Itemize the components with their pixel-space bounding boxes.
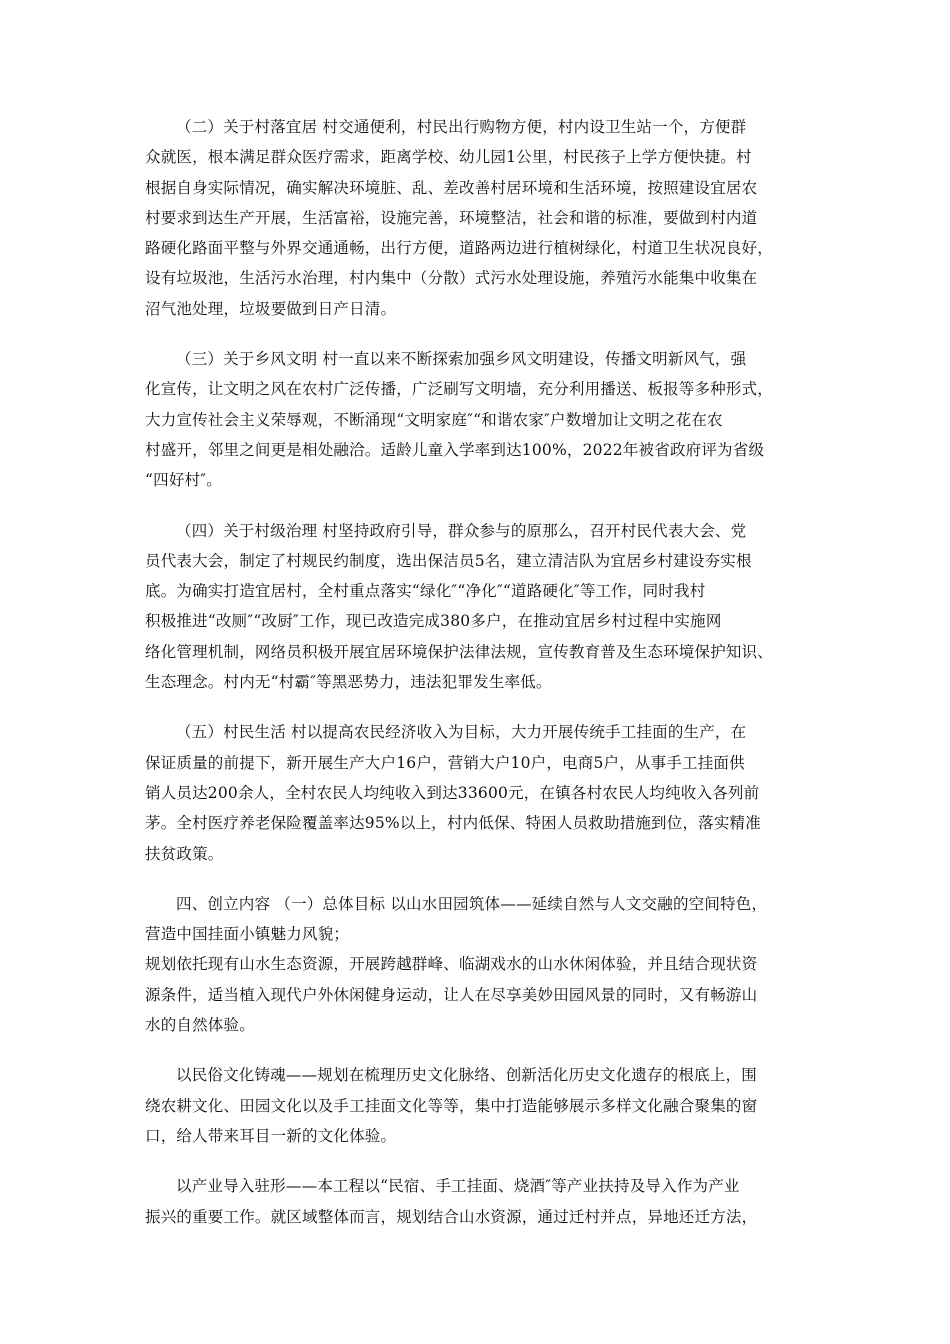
text-line: 村盛开，邻里之间更是相处融洽。适龄儿童入学率到达100%，2022年被省政府评为省级 [145,440,765,459]
text-line: 销人员达200余人，全村农民人均纯收入到达33600元，在镇各村农民人均纯收入各列前 [145,783,760,802]
text-line: 四、创立内容 （一）总体目标 以山水田园筑体——延续自然与人文交融的空间特色， [176,894,768,913]
text-line: 大力宣传社会主义荣辱观，不断涌现“文明家庭″“和谐农家″户数增加让文明之花在农 [145,410,723,429]
paragraph-creation-content [145,889,805,950]
text-line: 振兴的重要工作。就区域整体而言，规划结合山水资源，通过迁村并点，异地还迁方法， [145,1207,758,1226]
text-line: 茅。全村医疗养老保险覆盖率达95%以上，村内低保、特困人员救助措施到位，落实精准 [145,814,761,833]
text-line: 村要求到达生产开展，生活富裕，设施完善，环境整洁，社会和谐的标准，要做到村内道 [145,208,758,227]
paragraph-villager-life [145,717,805,868]
paragraph-village-governance [145,516,805,698]
text-line: 保证质量的前提下，新开展生产大户16户，营销大户10户，电商5户，从事手工挂面供 [145,753,745,772]
text-line: 水的自然体验。 [145,1016,255,1035]
text-line: 以民俗文化铸魂——规划在梳理历史文化脉络、创新活化历史文化遗存的根底上，围 [176,1066,757,1085]
text-line: 路硬化路面平整与外界交通通畅，出行方便，道路两边进行植树绿化，村道卫生状况良好， [145,239,774,258]
text-line: “四好村″。 [145,471,222,490]
text-line: 源条件，适当植入现代户外休闲健身运动，让人在尽享美妙田园风景的同时，又有畅游山 [145,985,758,1004]
text-line: 底。为确实打造宜居村，全村重点落实“绿化″“净化″“道路硬化″等工作，同时我村 [145,582,706,601]
text-line: 营造中国挂面小镇魅力风貌； [145,925,350,944]
text-line: 设有垃圾池，生活污水治理，村内集中（分散）式污水处理设施，养殖污水能集中收集在 [145,269,758,288]
text-line: 生态理念。村内无“村霸″等黑恶势力，违法犯罪发生率低。 [145,673,552,692]
text-line: 化宣传，让文明之风在农村广泛传播，广泛刷写文明墙，充分利用播送、板报等多种形式， [145,380,774,399]
text-line: 积极推进“改厕″“改厨″工作，现已改造完成380多户，在推动宜居乡村过程中实施网 [145,612,722,631]
text-line: 以产业导入驻形——本工程以“民宿、手工挂面、烧酒″等产业扶持及导入作为产业 [176,1177,740,1196]
text-line: （五）村民生活 村以提高农民经济收入为目标，大力开展传统手工挂面的生产，在 [176,723,747,742]
text-line: （三）关于乡风文明 村一直以来不断探索加强乡风文明建设，传播文明新风气，强 [176,350,747,369]
paragraph-landscape-plan [145,949,805,1040]
text-line: 络化管理机制，网络员积极开展宜居环境保护法律法规，宣传教育普及生态环境保护知识、 [145,642,774,661]
text-line: 扶贫政策。 [145,844,224,863]
paragraph-village-livability [145,112,805,324]
text-line: 根据自身实际情况，确实解决环境脏、乱、差改善村居环境和生活环境，按照建设宜居农 [145,178,758,197]
document-page [145,112,805,1232]
paragraph-folk-culture [145,1060,805,1151]
text-line: 员代表大会，制定了村规民约制度，选出保洁员5名，建立清洁队为宜居乡村建设夯实根 [145,551,752,570]
paragraph-industry-introduction [145,1171,805,1232]
text-line: 口，给人带来耳目一新的文化体验。 [145,1126,397,1145]
paragraph-rural-civilization [145,344,805,495]
text-line: （二）关于村落宜居 村交通便利，村民出行购物方便，村内设卫生站一个，方便群 [176,118,747,136]
text-line: （四）关于村级治理 村坚持政府引导，群众参与的原那么，召开村民代表大会、党 [176,521,747,540]
text-line: 绕农耕文化、田园文化以及手工挂面文化等等，集中打造能够展示多样文化融合聚集的窗 [145,1096,758,1115]
text-line: 规划依托现有山水生态资源，开展跨越群峰、临湖戏水的山水休闲体验，并且结合现状资 [145,955,758,974]
text-line: 沼气池处理，垃圾要做到日产日清。 [145,299,397,318]
text-line: 众就医，根本满足群众医疗需求，距离学校、幼儿园1公里，村民孩子上学方便快捷。村 [145,148,752,167]
